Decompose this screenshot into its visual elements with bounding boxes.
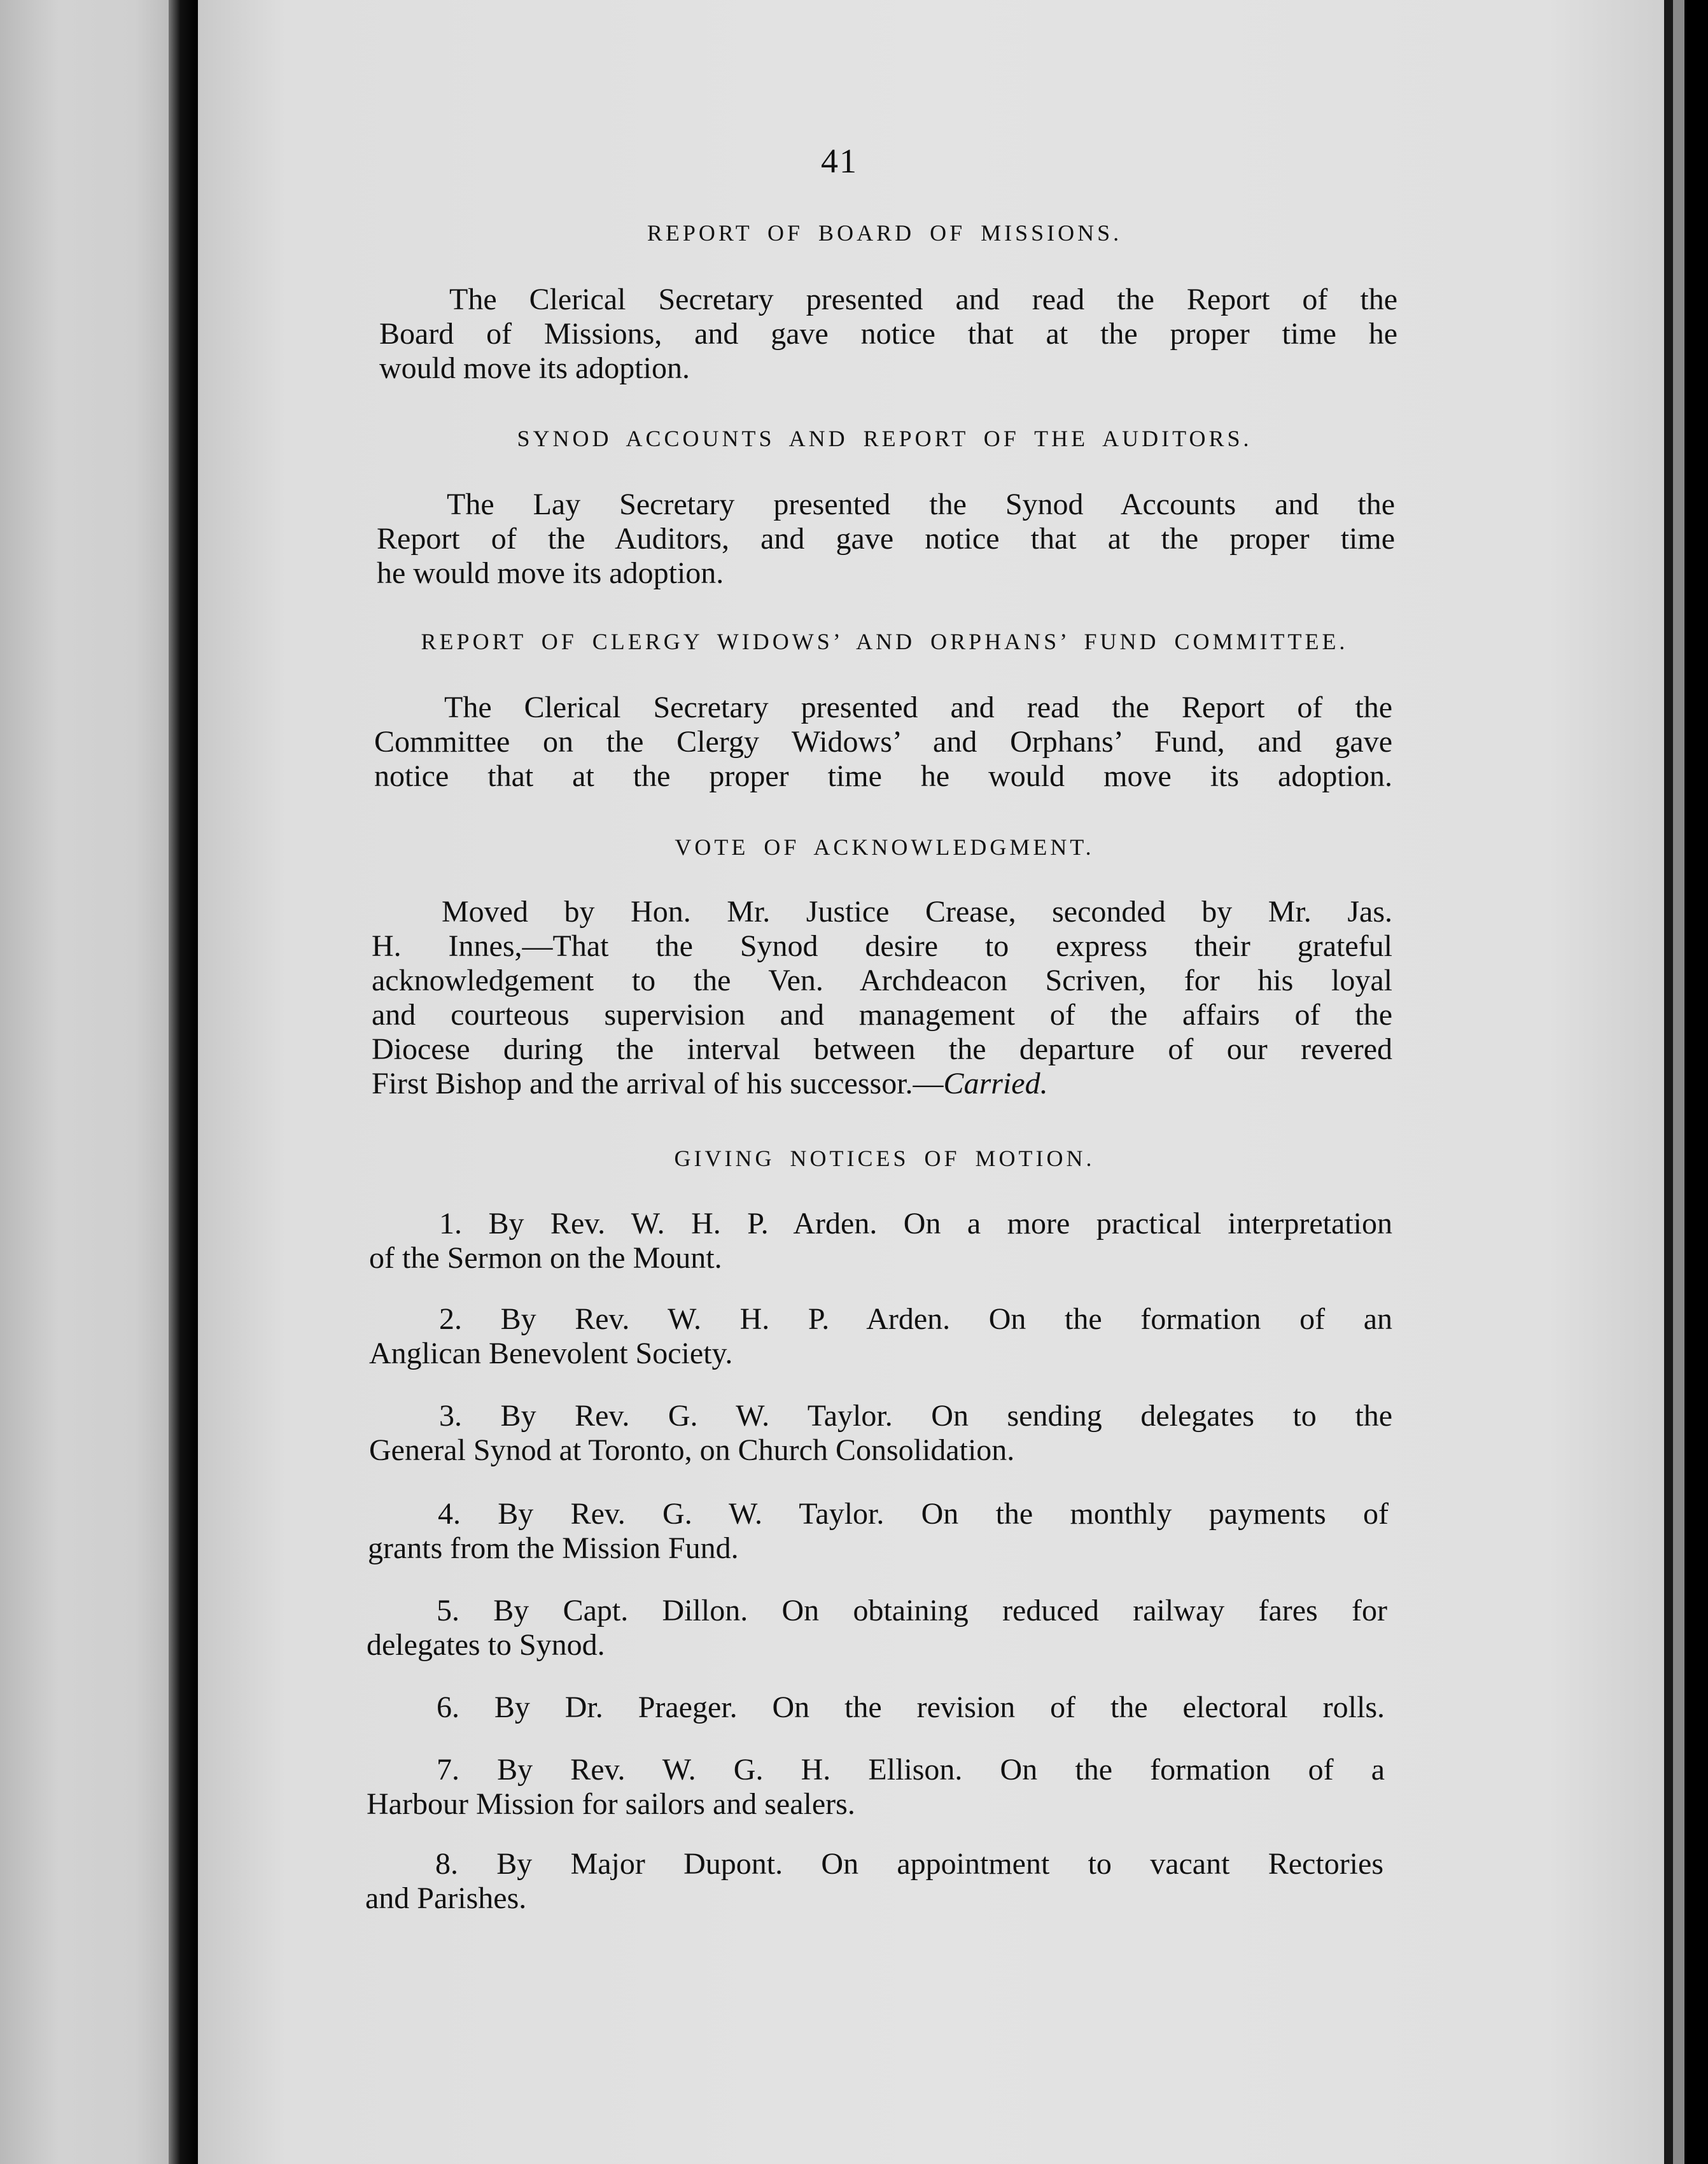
section-heading-vote-of-acknowledgment: VOTE OF ACKNOWLEDGMENT.	[675, 834, 1095, 860]
facing-page-edge	[0, 0, 169, 2164]
motion-item-5	[367, 1594, 1387, 1662]
text-line: First Bishop and the arrival of his successor.—	[372, 1067, 944, 1100]
page-stack-edge	[1673, 0, 1684, 2164]
paragraph-vote-of-acknowledgment	[372, 895, 1392, 1101]
text-line-final	[372, 1067, 1392, 1101]
paragraph-board-of-missions	[379, 283, 1397, 386]
motion-item-7	[367, 1753, 1385, 1822]
text-line: Board of Missions, and gave notice that at the proper time he	[379, 317, 1397, 351]
motion-line: 6. By Dr. Praeger. On the revision of the electoral rolls.	[437, 1690, 1385, 1724]
text-line: Report of the Auditors, and gave notice that at the proper time	[377, 522, 1395, 556]
motion-line: and Parishes.	[365, 1881, 527, 1915]
motion-line: 3. By Rev. G. W. Taylor. On sending delegates to the	[439, 1399, 1392, 1433]
section-heading-synod-accounts: SYNOD ACCOUNTS AND REPORT OF THE AUDITORS.	[517, 426, 1252, 451]
text-line: The Clerical Secretary presented and read the Report of the	[444, 691, 1392, 724]
motion-line: grants from the Mission Fund.	[368, 1531, 739, 1565]
text-line: he would move its adoption.	[377, 556, 724, 590]
text-line: Diocese during the interval between the departure of our revered	[372, 1032, 1392, 1066]
section-heading-board-of-missions: REPORT OF BOARD OF MISSIONS.	[647, 220, 1123, 246]
scan-border	[1684, 0, 1708, 2164]
paragraph-clergy-widows-fund	[374, 691, 1392, 794]
section-heading-notices-of-motion: GIVING NOTICES OF MOTION.	[674, 1146, 1095, 1171]
motion-line: 1. By Rev. W. H. P. Arden. On a more practical interpretation	[439, 1207, 1392, 1240]
motion-item-4	[368, 1497, 1389, 1566]
motion-item-1	[369, 1207, 1392, 1275]
page-number: 41	[821, 142, 858, 180]
motion-line: 7. By Rev. W. G. H. Ellison. On the formation of a	[437, 1753, 1385, 1787]
text-line: The Lay Secretary presented the Synod Accounts and the	[447, 488, 1395, 521]
text-line: would move its adoption.	[379, 351, 690, 385]
motion-item-8	[365, 1847, 1383, 1916]
motion-item-6	[367, 1690, 1385, 1725]
page-edge-shadow	[1664, 0, 1673, 2164]
text-line: Committee on the Clergy Widows’ and Orphans’ Fund, and gave	[374, 725, 1392, 759]
section-heading-clergy-widows-fund: REPORT OF CLERGY WIDOWS’ AND ORPHANS’ FUND COMMITTEE.	[421, 629, 1348, 654]
paragraph-synod-accounts	[377, 488, 1395, 591]
motion-line: 4. By Rev. G. W. Taylor. On the monthly payments of	[438, 1497, 1389, 1531]
text-line: and courteous supervision and management of the affairs of the	[372, 998, 1392, 1032]
text-line: notice that at the proper time he would move its adoption.	[374, 759, 1392, 793]
text-line: The Clerical Secretary presented and read the Report of the	[449, 283, 1397, 316]
motion-line: 5. By Capt. Dillon. On obtaining reduced railway fares for	[437, 1594, 1387, 1627]
motion-item-3	[369, 1399, 1392, 1468]
text-line: Moved by Hon. Mr. Justice Crease, seconded by Mr. Jas.	[442, 895, 1392, 929]
text-line: acknowledgement to the Ven. Archdeacon Scriven, for his loyal	[372, 964, 1392, 997]
motion-line: General Synod at Toronto, on Church Consolidation.	[369, 1433, 1015, 1467]
text-line: H. Innes,—That the Synod desire to express their grateful	[372, 929, 1392, 963]
motion-line: 8. By Major Dupont. On appointment to vacant Rectories	[435, 1847, 1383, 1881]
carried-note: Carried.	[943, 1067, 1048, 1100]
motion-line: Harbour Mission for sailors and sealers.	[367, 1787, 855, 1821]
motion-line: 2. By Rev. W. H. P. Arden. On the formation of an	[439, 1302, 1392, 1336]
motion-item-2	[369, 1302, 1392, 1371]
motion-line: of the Sermon on the Mount.	[369, 1241, 722, 1275]
motion-line: Anglican Benevolent Society.	[369, 1337, 733, 1370]
motion-line: delegates to Synod.	[367, 1628, 605, 1662]
book-gutter	[169, 0, 198, 2164]
